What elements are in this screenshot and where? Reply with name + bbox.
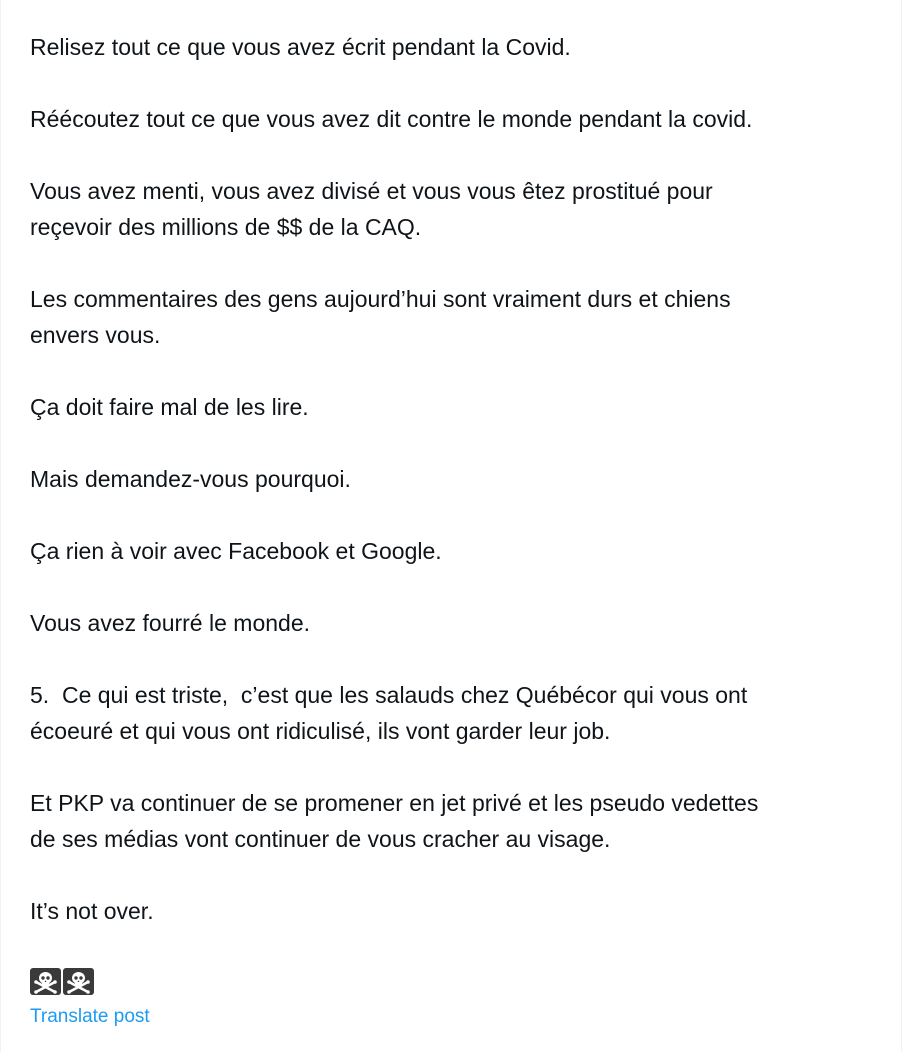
post-paragraph: Relisez tout ce que vous avez écrit pendant la Covid. (30, 34, 571, 60)
post-paragraph: 5. Ce qui est triste, c’est que les salauds chez Québécor qui vous ont écoeuré et qui vous ont ridiculisé, ils vont garder leur job. (30, 682, 748, 744)
post-paragraph: Vous avez fourré le monde. (30, 610, 310, 636)
post-paragraph: Ça doit faire mal de les lire. (30, 394, 309, 420)
post-paragraph: It’s not over. (30, 898, 154, 924)
post-paragraph: Réécoutez tout ce que vous avez dit contre le monde pendant la covid. (30, 106, 753, 132)
translate-post-link[interactable]: Translate post (30, 1006, 150, 1027)
emoji-row (30, 968, 94, 995)
skull-and-crossbones-icon (63, 968, 94, 995)
post-paragraph: Mais demandez-vous pourquoi. (30, 466, 351, 492)
post-paragraph: Les commentaires des gens aujourd’hui sont vraiment durs et chiens envers vous. (30, 286, 731, 348)
post-paragraph: Et PKP va continuer de se promener en jet privé et les pseudo vedettes de ses médias vont continuer de vous cracher au visage. (30, 790, 759, 852)
post-paragraph: Vous avez menti, vous avez divisé et vous vous êtez prostitué pour reçevoir des millions de $$ de la CAQ. (30, 178, 713, 240)
post-text (30, 29, 880, 929)
skull-and-crossbones-icon (30, 968, 61, 995)
post-paragraph: Ça rien à voir avec Facebook et Google. (30, 538, 442, 564)
